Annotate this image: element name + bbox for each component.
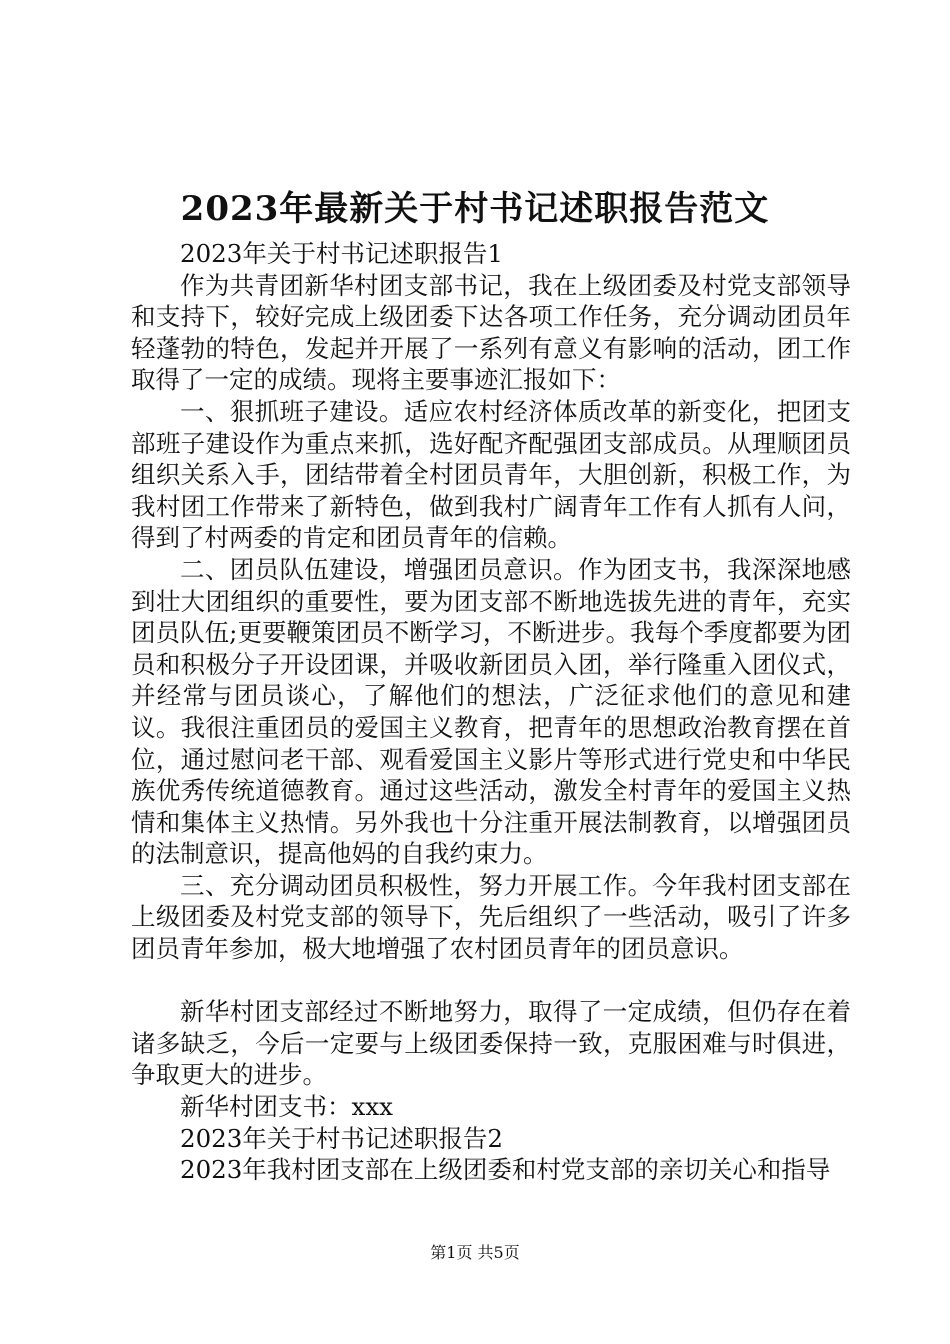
body-paragraph-intro: 作为共青团新华村团支部书记，我在上级团委及村党支部领导和支持下，较好完成上级团委下达各项工作任务，充分调动团员年轻蓬勃的特色，发起并开展了一系列有意义有影响的活动，团工作取得了一定的成绩。现将主要事迹汇报如下： <box>131 270 851 395</box>
report-heading-1: 2023年关于村书记述职报告1 <box>180 239 503 268</box>
body-paragraph-section-2: 二、团员队伍建设，增强团员意识。作为团支书，我深深地感到壮大团组织的重要性，要为团支部不断地选拔先进的青年，充实团员队伍;更要鞭策团员不断学习，不断进步。我每个季度都要为团员和积极分子开设团课，并吸收新团员入团，举行隆重入团仪式，并经常与团员谈心，了解他们的想法，广泛征求他们的意见和建议。我很注重团员的爱国主义教育，把青年的思想政治教育摆在首位，通过慰问老干部、观看爱国主义影片等形式进行党史和中华民族优秀传统道德教育。通过这些活动，激发全村青年的爱国主义热情和集体主义热情。另外我也十分注重开展法制教育，以增强团员的法制意识，提高他妈的自我约束力。 <box>131 554 851 869</box>
report-heading-2: 2023年关于村书记述职报告2 <box>180 1123 503 1153</box>
page-indicator: 第1页 共5页 <box>430 1243 520 1262</box>
document-body <box>131 238 851 1186</box>
signature-line: 新华村团支书：xxx <box>180 1092 393 1122</box>
document-title: 2023年最新关于村书记述职报告范文 <box>180 189 770 229</box>
body-paragraph-conclusion: 新华村团支部经过不断地努力，取得了一定成绩，但仍存在着诸多缺乏，今后一定要与上级团委保持一致，克服困难与时俱进，争取更大的进步。 <box>131 997 851 1090</box>
body-paragraph-report-2-start: 2023年我村团支部在上级团委和村党支部的亲切关心和指导 <box>180 1155 831 1185</box>
body-paragraph-section-1: 一、狠抓班子建设。适应农村经济体质改革的新变化，把团支部班子建设作为重点来抓，选好配齐配强团支部成员。从理顺团员组织关系入手，团结带着全村团员青年，大胆创新，积极工作，为我村团工作带来了新特色，做到我村广阔青年工作有人抓有人问，得到了村两委的肯定和团员青年的信赖。 <box>131 396 851 553</box>
body-paragraph-section-3: 三、充分调动团员积极性，努力开展工作。今年我村团支部在上级团委及村党支部的领导下，先后组织了一些活动，吸引了许多团员青年参加，极大地增强了农村团员青年的团员意识。 <box>131 870 851 964</box>
